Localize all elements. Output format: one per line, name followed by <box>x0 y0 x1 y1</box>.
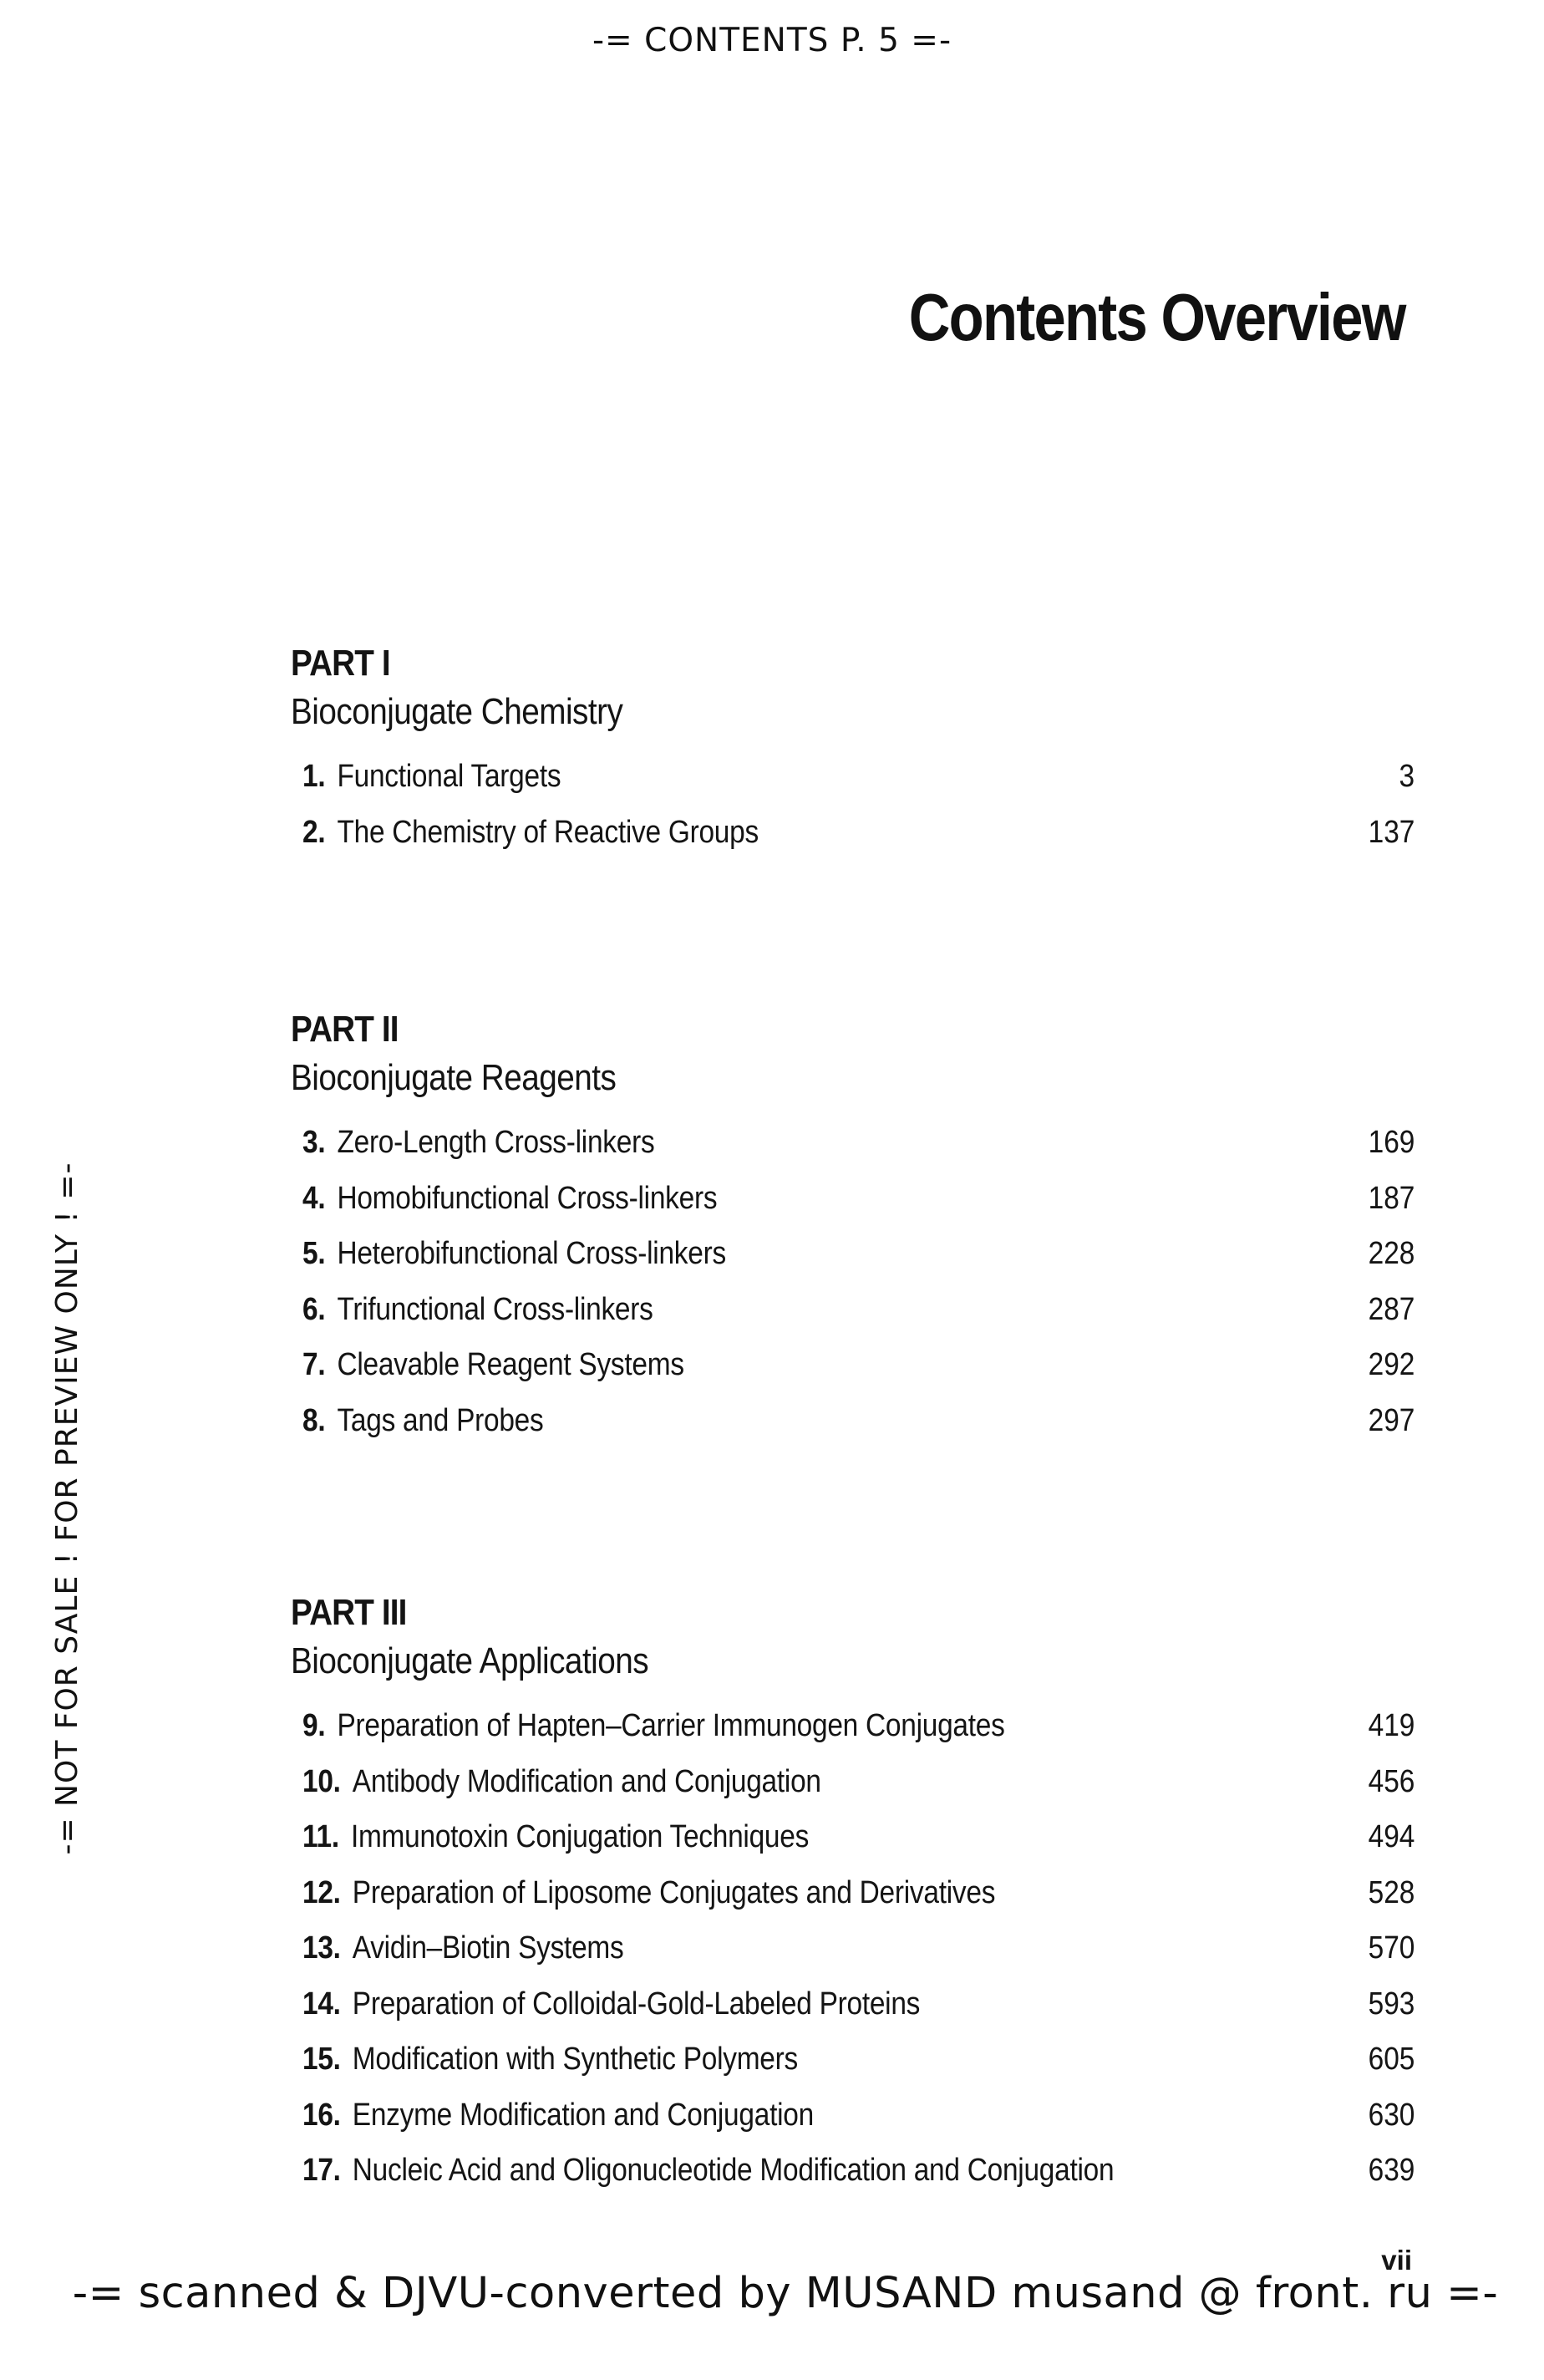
chapter-page-number: 456 <box>1368 1763 1414 1799</box>
part-section <box>291 1006 1414 1448</box>
part-label: PART III <box>291 1592 407 1633</box>
chapter-title: Antibody Modification and Conjugation <box>352 1763 821 1799</box>
chapter-title: Immunotoxin Conjugation Techniques <box>350 1819 810 1854</box>
chapter-title: Zero-Length Cross-linkers <box>337 1125 655 1160</box>
chapter-page-number: 137 <box>1368 814 1414 850</box>
chapter-title: Preparation of Liposome Conjugates and Derivatives <box>352 1874 996 1910</box>
chapter-entry <box>291 805 1414 861</box>
page-folio: vii <box>1381 2245 1412 2276</box>
chapter-entry <box>291 1754 1414 1810</box>
chapter-number: 12. <box>302 1874 341 1910</box>
chapter-page-number: 169 <box>1368 1125 1414 1160</box>
part-label: PART I <box>291 643 390 684</box>
scan-banner-side: -= NOT FOR SALE ! FOR PREVIEW ONLY ! =- <box>50 1162 84 1855</box>
chapter-number: 2. <box>302 814 326 850</box>
part-subtitle: Bioconjugate Applications <box>291 1640 649 1681</box>
chapter-title: Trifunctional Cross-linkers <box>337 1291 653 1327</box>
chapter-number: 7. <box>302 1347 326 1382</box>
chapter-title: Heterobifunctional Cross-linkers <box>337 1236 726 1271</box>
chapter-entry <box>291 2143 1414 2199</box>
part-section <box>291 640 1414 860</box>
chapter-entry <box>291 1865 1414 1921</box>
chapter-entry <box>291 749 1414 805</box>
chapter-number: 16. <box>302 2097 341 2133</box>
page-title: Contents Overview <box>909 280 1405 354</box>
chapter-entry <box>291 1337 1414 1393</box>
chapter-entry <box>291 1115 1414 1171</box>
chapter-title: Nucleic Acid and Oligonucleotide Modification and Conjugation <box>352 2153 1115 2188</box>
chapter-entry <box>291 1809 1414 1865</box>
chapter-entry <box>291 1171 1414 1227</box>
chapter-number: 5. <box>302 1236 326 1271</box>
chapter-number: 6. <box>302 1291 326 1327</box>
chapter-number: 9. <box>302 1708 326 1743</box>
chapter-page-number: 419 <box>1368 1708 1414 1743</box>
chapter-number: 4. <box>302 1180 326 1216</box>
chapter-number: 1. <box>302 759 326 794</box>
chapter-page-number: 639 <box>1368 2153 1414 2188</box>
chapter-entry <box>291 1920 1414 1976</box>
part-section <box>291 1589 1414 2199</box>
scan-banner-top: -= CONTENTS P. 5 =- <box>592 22 952 59</box>
chapter-page-number: 494 <box>1368 1819 1414 1854</box>
chapter-page-number: 292 <box>1368 1347 1414 1382</box>
chapter-page-number: 593 <box>1368 1986 1414 2021</box>
chapter-title: Homobifunctional Cross-linkers <box>337 1180 718 1216</box>
chapter-list <box>291 1698 1414 2199</box>
chapter-title: Modification with Synthetic Polymers <box>352 2042 798 2077</box>
chapter-title: Tags and Probes <box>337 1402 544 1438</box>
chapter-page-number: 187 <box>1368 1180 1414 1216</box>
part-subtitle: Bioconjugate Chemistry <box>291 691 623 732</box>
chapter-entry <box>291 1393 1414 1449</box>
chapter-title: Preparation of Hapten–Carrier Immunogen Conjugates <box>337 1708 1005 1743</box>
chapter-entry <box>291 2032 1414 2088</box>
chapter-entry <box>291 1698 1414 1754</box>
chapter-list <box>291 749 1414 860</box>
chapter-page-number: 528 <box>1368 1874 1414 1910</box>
chapter-title: Enzyme Modification and Conjugation <box>352 2097 814 2133</box>
chapter-page-number: 287 <box>1368 1291 1414 1327</box>
chapter-page-number: 605 <box>1368 2042 1414 2077</box>
part-label: PART II <box>291 1009 399 1050</box>
part-subtitle: Bioconjugate Reagents <box>291 1057 617 1098</box>
chapter-title: Avidin–Biotin Systems <box>352 1930 624 1966</box>
scan-banner-bottom: -= scanned & DJVU-converted by MUSAND musand @ front. ru =- <box>72 2269 1499 2318</box>
chapter-number: 11. <box>302 1819 339 1854</box>
chapter-title: The Chemistry of Reactive Groups <box>337 814 759 850</box>
chapter-number: 8. <box>302 1402 326 1438</box>
chapter-entry <box>291 2088 1414 2144</box>
chapter-number: 13. <box>302 1930 341 1966</box>
chapter-page-number: 630 <box>1368 2097 1414 2133</box>
chapter-number: 14. <box>302 1986 341 2021</box>
chapter-number: 10. <box>302 1763 341 1799</box>
chapter-number: 3. <box>302 1125 326 1160</box>
chapter-page-number: 570 <box>1368 1930 1414 1966</box>
chapter-page-number: 3 <box>1399 759 1414 794</box>
chapter-list <box>291 1115 1414 1448</box>
chapter-title: Functional Targets <box>337 759 561 794</box>
chapter-entry <box>291 1282 1414 1338</box>
chapter-title: Preparation of Colloidal-Gold-Labeled Proteins <box>352 1986 921 2021</box>
chapter-title: Cleavable Reagent Systems <box>337 1347 684 1382</box>
chapter-entry <box>291 1976 1414 2032</box>
chapter-page-number: 297 <box>1368 1402 1414 1438</box>
chapter-entry <box>291 1226 1414 1282</box>
chapter-number: 15. <box>302 2042 341 2077</box>
chapter-number: 17. <box>302 2153 341 2188</box>
chapter-page-number: 228 <box>1368 1236 1414 1271</box>
